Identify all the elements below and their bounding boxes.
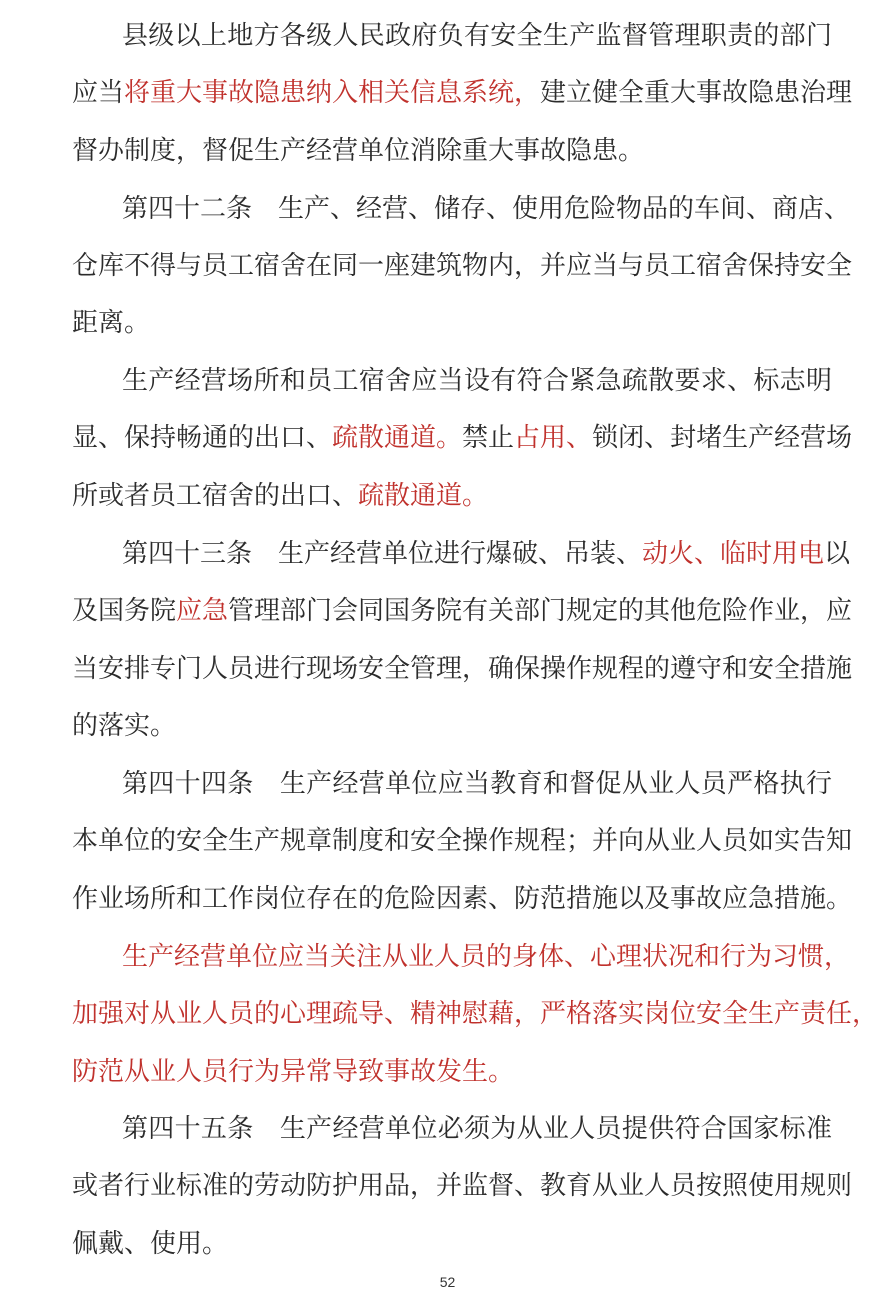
paragraph-6-line-1 bbox=[122, 937, 851, 977]
body-text: 及国务院 bbox=[72, 596, 177, 626]
body-text: 本单位的安全生产规章制度和安全操作规程；并向从业人员如实告知 bbox=[72, 826, 853, 856]
paragraph-7-line-3 bbox=[72, 1224, 832, 1264]
body-text: 所或者员工宿舍的出口、 bbox=[72, 481, 359, 511]
body-text: 生产经营单位进行爆破、吊装、 bbox=[278, 539, 643, 569]
body-text: 当安排专门人员进行现场安全管理，确保操作规程的遵守和安全措施 bbox=[72, 654, 853, 684]
paragraph-4-line-1 bbox=[122, 534, 851, 574]
body-text: 锁闭、封堵生产经营场 bbox=[592, 423, 853, 453]
paragraph-4-line-3 bbox=[72, 649, 853, 689]
paragraph-6-line-2 bbox=[72, 994, 879, 1034]
paragraph-6-line-3 bbox=[72, 1052, 832, 1092]
body-text: 建立健全重大事故隐患治理 bbox=[540, 78, 853, 108]
body-text: 以 bbox=[824, 539, 851, 569]
body-text: 应当 bbox=[72, 78, 125, 108]
page-number: 52 bbox=[439, 1274, 456, 1290]
paragraph-7-line-2 bbox=[72, 1166, 853, 1206]
paragraph-4-line-2 bbox=[72, 591, 853, 631]
body-text: 佩戴、使用。 bbox=[72, 1229, 229, 1259]
paragraph-4-line-4 bbox=[72, 706, 832, 746]
highlighted-text: 动火、临时用电 bbox=[642, 539, 825, 569]
highlighted-text: 疏散通道。 bbox=[358, 481, 489, 511]
paragraph-2-line-2 bbox=[72, 246, 853, 286]
highlighted-text: 占用、 bbox=[514, 423, 593, 453]
paragraph-1-line-1 bbox=[122, 16, 832, 56]
paragraph-5-line-3 bbox=[72, 879, 853, 919]
body-text: 生产、经营、储存、使用危险物品的车间、商店、 bbox=[278, 194, 851, 224]
paragraph-5-line-2 bbox=[72, 821, 853, 861]
body-text: 生产经营单位必须为从业人员提供符合国家标准 bbox=[279, 1114, 832, 1144]
body-text: 生产经营场所和员工宿舍应当设有符合紧急疏散要求、标志明 bbox=[122, 366, 832, 396]
highlighted-text: 疏散通道。 bbox=[332, 423, 463, 453]
body-text: 第四十五条 bbox=[122, 1114, 254, 1144]
body-text: 第四十四条 bbox=[122, 769, 254, 799]
body-text: 距离。 bbox=[72, 308, 151, 338]
highlighted-text: 应急 bbox=[176, 596, 229, 626]
body-text: 督办制度，督促生产经营单位消除重大事故隐患。 bbox=[72, 136, 645, 166]
paragraph-2-line-1 bbox=[122, 189, 851, 229]
paragraph-1-line-3 bbox=[72, 131, 832, 171]
highlighted-text: 加强对从业人员的心理疏导、精神慰藉，严格落实岗位安全生产责任， bbox=[72, 999, 879, 1029]
paragraph-5-line-1 bbox=[122, 764, 832, 804]
body-text: 禁止 bbox=[462, 423, 515, 453]
paragraph-3-line-1 bbox=[122, 361, 832, 401]
body-text: 第四十二条 bbox=[122, 194, 253, 224]
paragraph-2-line-3 bbox=[72, 303, 832, 343]
highlighted-text: 防范从业人员行为异常导致事故发生。 bbox=[72, 1057, 515, 1087]
body-text: 或者行业标准的劳动防护用品，并监督、教育从业人员按照使用规则 bbox=[72, 1171, 853, 1201]
paragraph-3-line-3 bbox=[72, 476, 832, 516]
body-text: 生产经营单位应当教育和督促从业人员严格执行 bbox=[279, 769, 832, 799]
body-text: 作业场所和工作岗位存在的危险因素、防范措施以及事故应急措施。 bbox=[72, 884, 853, 914]
paragraph-3-line-2 bbox=[72, 418, 853, 458]
highlighted-text: 生产经营单位应当关注从业人员的身体、心理状况和行为习惯， bbox=[122, 942, 851, 972]
body-text: 管理部门会同国务院有关部门规定的其他危险作业，应 bbox=[228, 596, 853, 626]
body-text: 仓库不得与员工宿舍在同一座建筑物内，并应当与员工宿舍保持安全 bbox=[72, 251, 853, 281]
paragraph-7-line-1 bbox=[122, 1109, 832, 1149]
body-text: 第四十三条 bbox=[122, 539, 253, 569]
highlighted-text: 将重大事故隐患纳入相关信息系统， bbox=[124, 78, 541, 108]
paragraph-1-line-2 bbox=[72, 73, 853, 113]
body-text: 显、保持畅通的出口、 bbox=[72, 423, 333, 453]
body-text: 的落实。 bbox=[72, 711, 177, 741]
body-text: 县级以上地方各级人民政府负有安全生产监督管理职责的部门 bbox=[122, 21, 832, 51]
